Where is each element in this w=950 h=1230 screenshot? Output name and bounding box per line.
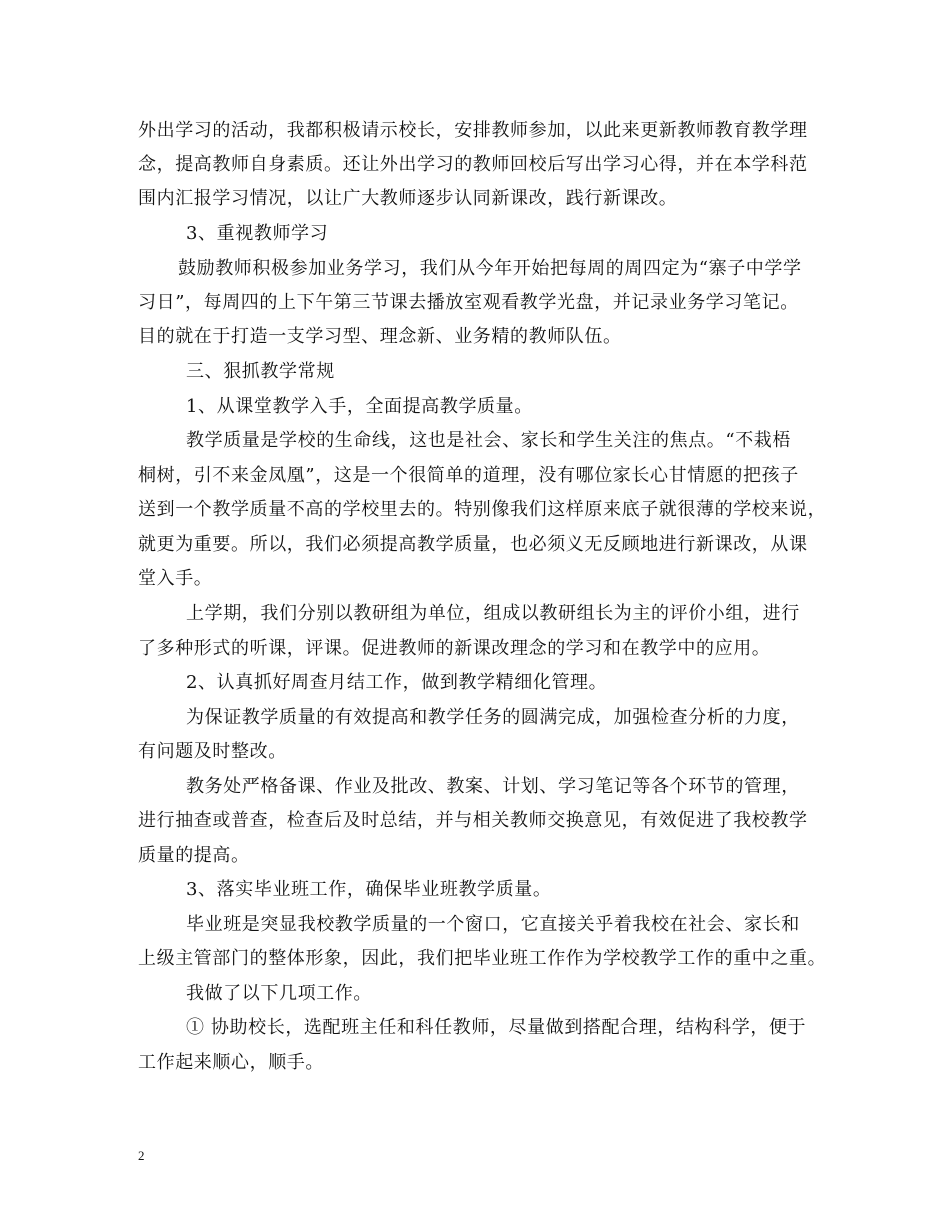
section-heading: 3、落实毕业班工作，确保毕业班教学质量。 bbox=[186, 879, 552, 900]
section-heading: 1、从课堂教学入手，全面提高教学质量。 bbox=[186, 396, 533, 417]
text-line: 质量的提高。 bbox=[138, 845, 250, 866]
text-line: 有问题及时整改。 bbox=[138, 741, 287, 762]
text-line: 送到一个教学质量不高的学校里去的。特别像我们这样原来底子就很薄的学校来说， bbox=[138, 499, 827, 520]
text-line: 进行抽查或普查，检查后及时总结，并与相关教师交换意见，有效促进了我校教学 bbox=[138, 810, 808, 831]
text-line: 毕业班是突显我校教学质量的一个窗口，它直接关乎着我校在社会、家长和 bbox=[186, 914, 800, 935]
text-line: 教学质量是学校的生命线，这也是社会、家长和学生关注的焦点。“不栽梧 bbox=[186, 430, 791, 451]
text-line: 鼓励教师积极参加业务学习，我们从今年开始把每周的周四定为“寨子中学学 bbox=[178, 258, 802, 279]
text-line: 上级主管部门的整体形象，因此，我们把毕业班工作作为学校教学工作的重中之重。 bbox=[138, 948, 827, 969]
text-line: 习日”，每周四的上下午第三节课去播放室观看教学光盘，并记录业务学习笔记。 bbox=[138, 292, 799, 313]
text-line: 上学期，我们分别以教研组为单位，组成以教研组长为主的评价小组，进行 bbox=[186, 603, 800, 624]
text-line: 工作起来顺心，顺手。 bbox=[138, 1052, 324, 1073]
text-line: 教务处严格备课、作业及批改、教案、计划、学习笔记等各个环节的管理， bbox=[186, 776, 800, 797]
page-number: 2 bbox=[138, 1148, 145, 1163]
section-heading: 3、重视教师学习 bbox=[186, 223, 329, 244]
text-line: 目的就在于打造一支学习型、理念新、业务精的教师队伍。 bbox=[138, 326, 622, 347]
text-line: 念，提高教师自身素质。还让外出学习的教师回校后写出学习心得，并在本学科范 bbox=[138, 154, 808, 175]
list-item: ① 协助校长，选配班主任和科任教师，尽量做到搭配合理，结构科学，便于 bbox=[186, 1017, 807, 1038]
text-line: 桐树，引不来金凤凰”，这是一个很简单的道理，没有哪位家长心甘情愿的把孩子 bbox=[138, 465, 799, 486]
text-line: 外出学习的活动，我都积极请示校长，安排教师参加，以此来更新教师教育教学理 bbox=[138, 120, 808, 141]
text-line: 我做了以下几项工作。 bbox=[186, 983, 372, 1004]
text-line: 了多种形式的听课，评课。促进教师的新课改理念的学习和在教学中的应用。 bbox=[138, 638, 771, 659]
text-line: 堂入手。 bbox=[138, 568, 213, 589]
section-heading: 2、认真抓好周查月结工作，做到教学精细化管理。 bbox=[186, 672, 608, 693]
text-line: 为保证教学质量的有效提高和教学任务的圆满完成，加强检查分析的力度， bbox=[186, 707, 800, 728]
section-heading: 三、狠抓教学常规 bbox=[186, 361, 335, 382]
text-line: 围内汇报学习情况，以让广大教师逐步认同新课改，践行新课改。 bbox=[138, 188, 678, 209]
text-line: 就更为重要。所以，我们必须提高教学质量，也必须义无反顾地进行新课改，从课 bbox=[138, 534, 808, 555]
